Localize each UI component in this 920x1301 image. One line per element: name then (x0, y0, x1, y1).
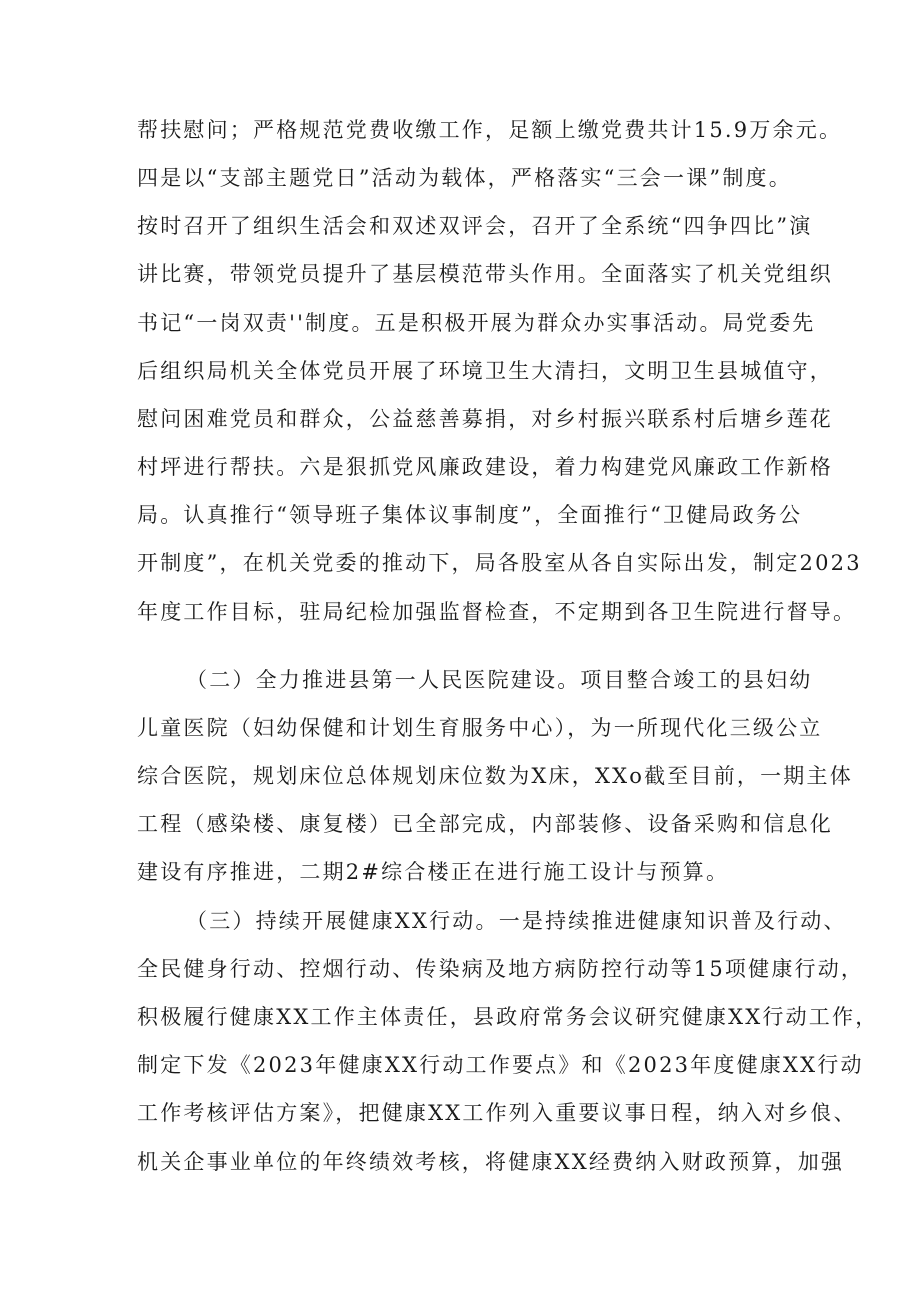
text-line: 年度工作目标，驻局纪检加强监督检查，不定期到各卫生院进行督导。 (137, 600, 857, 624)
section-heading-line: （二）全力推进县第一人民医院建设。项目整合竣工的县妇幼 (186, 668, 813, 692)
text-line: 建设有序推进，二期2#综合楼正在进行施工设计与预算。 (137, 860, 730, 884)
text-line: 书记“一岗双责''制度。五是积极开展为群众办实事活动。局党委先 (137, 311, 816, 335)
text-line: 后组织局机关全体党员开展了环境卫生大清扫，文明卫生县城值守， (137, 359, 833, 383)
text-line: 积极履行健康XX工作主体责任，县政府常务会议研究健康XX行动工作， (137, 1005, 879, 1029)
text-line: 机关企事业单位的年终绩效考核，将健康XX经费纳入财政预算，加强 (137, 1150, 845, 1174)
text-line: 综合医院，规划床位总体规划床位数为X床，XXo截至目前，一期主体 (137, 764, 853, 788)
text-line: 慰问困难党员和群众，公益慈善募捐，对乡村振兴联系村后塘乡莲花 (137, 407, 833, 431)
text-line: 村坪进行帮扶。六是狠抓党风廉政建设，着力构建党风廉政工作新格 (137, 455, 833, 479)
text-line: 儿童医院（妇幼保健和计划生育服务中心），为一所现代化三级公立 (137, 716, 823, 740)
section-heading-line: （三）持续开展健康XX行动。一是持续推进健康知识普及行动、 (186, 909, 847, 933)
text-line: 工程（感染楼、康复楼）已全部完成，内部装修、设备采购和信息化 (137, 812, 833, 836)
text-line: 按时召开了组织生活会和双述双评会，召开了全系统“四争四比”演 (137, 214, 813, 238)
text-line: 四是以“支部主题党日”活动为载体，严格落实“三会一课”制度。 (137, 166, 792, 190)
text-line: 全民健身行动、控烟行动、传染病及地方病防控行动等15项健康行动， (137, 957, 865, 981)
text-line: 帮扶慰问；严格规范党费收缴工作，足额上缴党费共计15.9万余元。 (137, 118, 843, 142)
text-line: 制定下发《2023年健康XX行动工作要点》和《2023年度健康XX行动 (137, 1053, 864, 1077)
text-line: 局。认真推行“领导班子集体议事制度”，全面推行“卫健局政务公 (137, 503, 803, 527)
text-line: 讲比赛，带领党员提升了基层模范带头作用。全面落实了机关党组织 (137, 262, 833, 286)
text-line: 工作考核评估方案》，把健康XX工作列入重要议事日程，纳入对乡俍、 (137, 1101, 857, 1125)
text-line: 开制度”，在机关党委的推动下，局各股室从各自实际出发，制定2023 (137, 551, 862, 575)
